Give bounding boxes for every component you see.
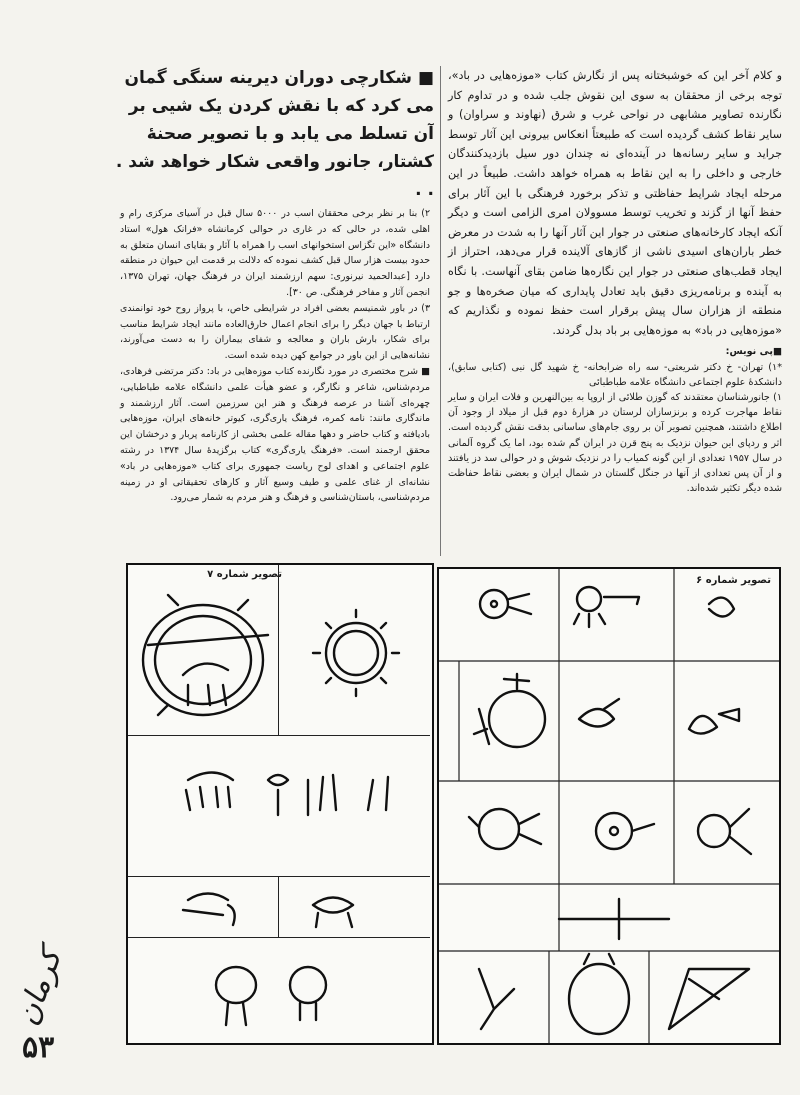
figure-7-label: تصویر شماره ۷ xyxy=(207,569,282,580)
footnote-3: ۳) در باور شمنیسم بعضی افراد در شرایطی خاص، با پرواز روح خود توانمندی ارتباط با جهان دیگر را برای انجام اعمال خارق‌العاده مانند ایجاد شرایط مناسب برای شکار، بارش باران و معالجه و شفای بیماران را به دست می‌آورند، نشانه‌هایی از این باور در جوامع کهن دیده شده است. xyxy=(120,302,430,362)
headline xyxy=(112,64,434,204)
figure-6-panel xyxy=(437,567,781,1045)
figure-7-panel xyxy=(126,563,434,1045)
closing-paragraph: و کلام آخر این که خوشبختانه پس از نگارش کتاب «موزه‌هایی در باد»، توجه برخی از محققان به سوی این نقوش جلب شده و در تداوم کار نگارنده تصاویر مشابهی در نواحی غرب و شرق (نهاوند و سراوان) و سایر نقاط کشف گردیده است که طبیعتاً انعکاس بیرونی این آثار توسط جراید و سایر رسانه‌ها در آینده‌ای نه چندان دور سیل بازدیدکنندگان خارجی و داخلی را به این نقاط به همراه خواهد داشت. طبیعاً در این مرحله ایجاد شرایط حفاظتی و تذکر برخورد فرهنگی با این آثار برای حفظ آنها از گزند و تخریب توسط مسوولان امری الزامی است و دیگر آنکه ایجاد کارخانه‌های صنعتی در جوار این آثار آنها را به شدت در معرض خطر باران‌های اسیدی ناشی از گازهای آلاینده قرار می‌دهد، احتراز از ایجاد قطب‌های صنعتی در جوار این نگاره‌ها ضامن بقای آنهاست. با نگاه به آینده و برنامه‌ریزی دقیق باید تعادل پایداری که میان صخره‌ها و جو منطقه از هزاران سال پیش برقرار است حفظ نموده و نگذاریم که «موزه‌هایی در باد» به موزه‌هایی بر باد بدل گردند. xyxy=(448,69,782,337)
author-bio: ■ شرح مختصری در مورد نگارنده کتاب موزه‌هایی در باد: دکتر مرتضی فرهادی، مردم‌شناس، شاعر و نگارگر، و عضو هیأت علمی دانشگاه علامه طباطبایی، چهره‌ای آشنا در عرصه فرهنگ و هنر این سرزمین است. آثار ارزشمند و ماندگاری مانند: نامه کمره، فرهنگ یاری‌گری، کیوتر خانه‌های ایران، موزه‌هایی بادیافته و کتاب حاضر و دهها مقاله علمی بخشی از کارنامه پربار و درخشان این محقق ارجمند است. «فرهنگ یاری‌گری» کتاب برگزیدهٔ سال ۱۳۷۴ در رشته علوم اجتماعی و اهدای لوح ریاست جمهوری برای کتاب «موزه‌هایی در باد» نشانه‌ای از غنای علمی و طیف وسیع آثار و کارهای تحقیقاتی او در زمینه مردم‌شناسی، باستان‌شناسی و فرهنگ و هنر مردم به شمار می‌رود. xyxy=(120,365,431,504)
column-divider xyxy=(440,66,441,556)
footnote-2: ۲) بنا بر نظر برخی محققان اسب در ۵۰۰۰ سال قبل در آسیای مرکزی رام و اهلی شده، در حالی که در غاری در حوالی کرمانشاه «فرانک هول» استاد دانشگاه «این تگزاس استخوانهای اسب را همراه با آثار و بقایای انسان متعلق به حدود بیست هزار سال قبل کشف نموده که دلالت بر قدمت این حیوان در منطقه دارد [عبدالحمید نیرنوری: سهم ارزشمند ایران در فرهنگ جهان، تهران ۱۳۷۵، انجمن آثار و مفاخر فرهنگی. ص ۳۰]. xyxy=(120,208,430,298)
figure-7-petroglyphs xyxy=(128,565,432,1043)
footnote-1: ۱) جانورشناسان معتقدند که گوزن طلائی از اروپا به بین‌النهرین و فلات ایران و سایر نقاط مهاجرت کرده و برنزسازان لرستان در هزارهٔ دوم قبل از میلاد از وجود آن اطلاع داشتند، همچنین تصویر آن بر روی جام‌های ساسانی بدقت نقش گردیده است. اثر و ردپای این حیوان نزدیک به پنج قرن در ایران گم شده بود، اما یک گروه آلمانی در سال ۱۹۵۷ تعدادی از این گونه کمیاب را در نزدیک شوش و در حوالی سد دز یافتند و از آن پس تعدادی از آنها در جنگل گلستان در شمال ایران و بعضی نقاط حفاظت شده دیگر تکثیر شده‌اند. xyxy=(448,391,782,495)
headline-text: شکارچی دوران دیرینه سنگی گمان می کرد که با نقش کردن یک شیی بر آن تسلط می یابد و با تصویر صحنهٔ کشتار، جانور واقعی شکار خواهد شد . . . xyxy=(115,68,434,200)
author-address: *۱) تهران- خ دکتر شریعتی- سه راه ضرابخانه- خ شهید گل نبی (کتابی سابق)، دانشکدهٔ علوم اجتماعی دانشگاه علامه طباطبائی xyxy=(448,361,782,388)
figure-6-label: تصویر شماره ۶ xyxy=(696,575,771,586)
footnotes-title: ■پی نویس: xyxy=(725,346,782,358)
magazine-logo-text: کرمان xyxy=(9,944,70,1030)
headline-marker: ■ xyxy=(417,68,434,88)
left-column xyxy=(120,206,430,506)
figure-6-petroglyphs xyxy=(439,569,779,1043)
right-column xyxy=(448,66,782,496)
page-number: ۵۳ xyxy=(22,1030,55,1065)
